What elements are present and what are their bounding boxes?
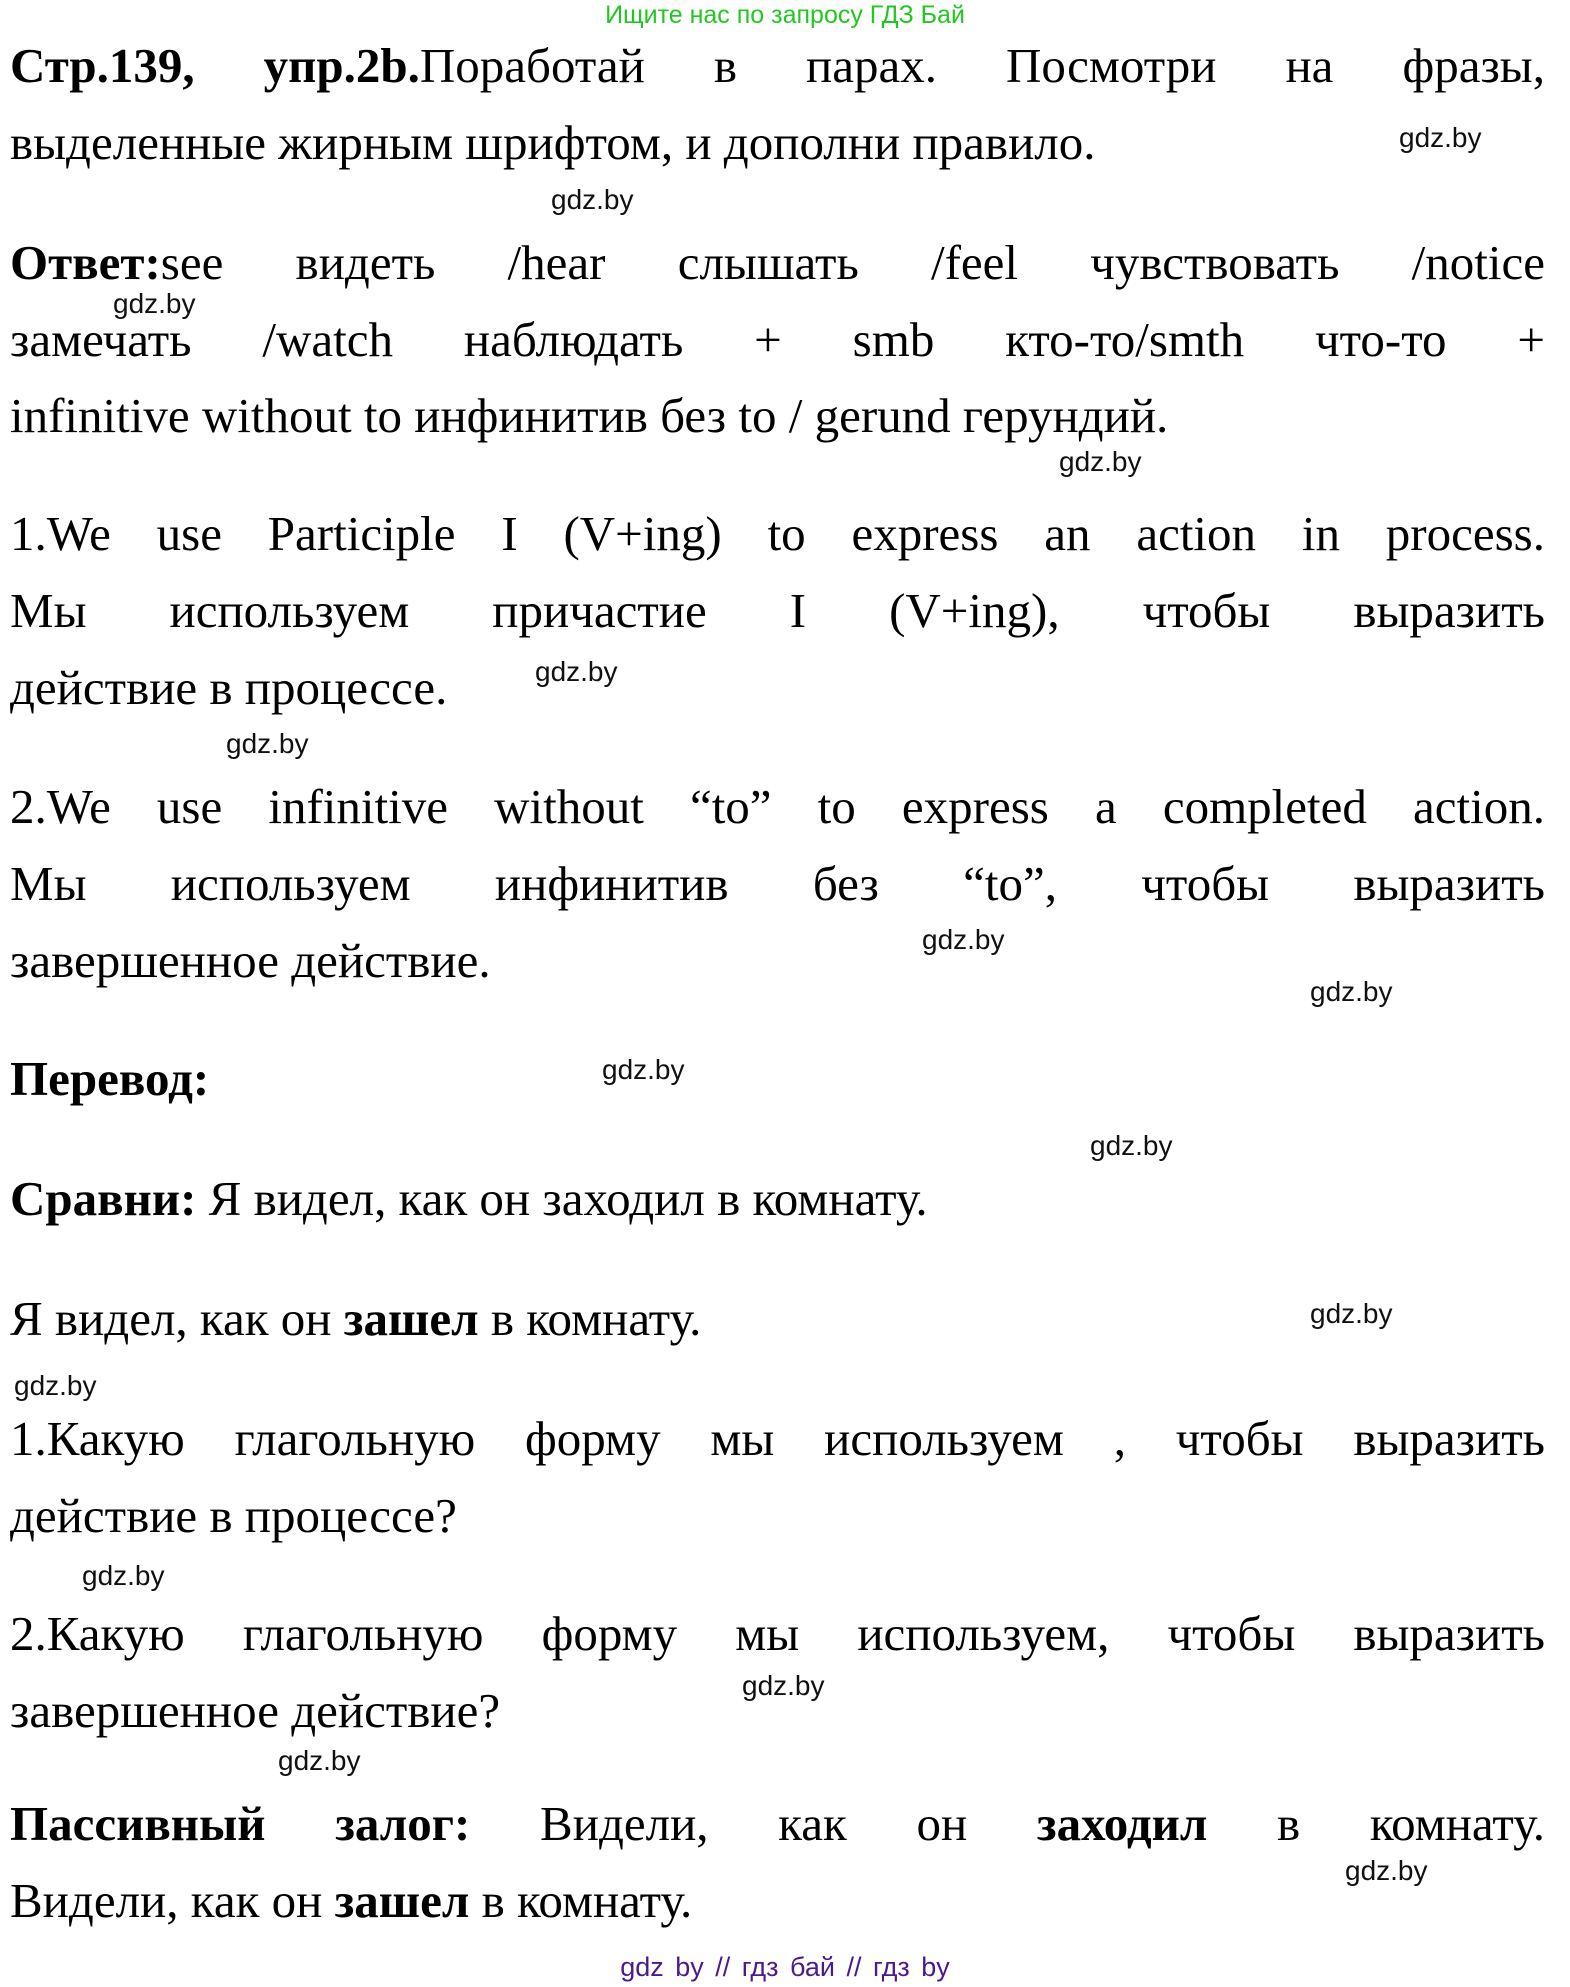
compare-second-bold: зашел bbox=[343, 1291, 479, 1346]
rule-2-line-1: 2.We use infinitive without “to” to express a completed action. bbox=[10, 779, 1545, 834]
watermark: gdz.by bbox=[226, 728, 309, 759]
passive2-pre: Видели, как он bbox=[10, 1873, 335, 1928]
answer-line-2: замечать /watch наблюдать + smb кто-то/smth что-то + bbox=[10, 312, 1545, 367]
passive-line-2 bbox=[10, 1870, 1545, 1932]
exercise-title-line-2: выделенные жирным шрифтом, и дополни правило. bbox=[10, 115, 1096, 170]
exercise-instruction: Поработай в парах. Посмотри на фразы, bbox=[419, 38, 1545, 93]
watermark: gdz.by bbox=[14, 1370, 97, 1401]
footer-links: gdz by // гдз бай // гдз by bbox=[620, 1952, 950, 1982]
search-banner: Ищите нас по запросу ГДЗ Бай bbox=[605, 1, 965, 29]
passive-post: в комнату. bbox=[1277, 1796, 1546, 1851]
compare-label: Сравни: bbox=[10, 1171, 197, 1226]
watermark: gdz.by bbox=[602, 1054, 685, 1085]
compare-second-post: в комнату. bbox=[478, 1291, 702, 1346]
question-1-line-1: 1.Какую глагольную форму мы используем , чтобы выразить bbox=[10, 1411, 1545, 1466]
rule-1-line-2: Мы используем причастие I (V+ing), чтобы выразить bbox=[10, 583, 1545, 638]
watermark: gdz.by bbox=[113, 288, 196, 319]
passive-label: Пассивный залог: bbox=[10, 1796, 471, 1851]
watermark: gdz.by bbox=[1310, 1298, 1393, 1329]
watermark: gdz.by bbox=[922, 924, 1005, 955]
watermark: gdz.by bbox=[1090, 1130, 1173, 1161]
answer-line-1 bbox=[10, 232, 1545, 294]
watermark: gdz.by bbox=[1399, 122, 1482, 153]
exercise-number: Стр.139, упр.2b. bbox=[10, 38, 420, 93]
question-2-line-1: 2.Какую глагольную форму мы используем, чтобы выразить bbox=[10, 1606, 1545, 1661]
compare-line bbox=[10, 1168, 1545, 1230]
watermark: gdz.by bbox=[551, 184, 634, 215]
passive2-bold: зашел bbox=[334, 1873, 470, 1928]
rule-2-line-3: завершенное действие. bbox=[10, 933, 491, 988]
passive2-post: в комнату. bbox=[469, 1873, 693, 1928]
rule-1-line-3: действие в процессе. bbox=[10, 660, 448, 715]
rule-1-line-1: 1.We use Participle I (V+ing) to express an action in process. bbox=[10, 506, 1545, 561]
translation-heading: Перевод: bbox=[10, 1051, 210, 1106]
question-1-line-2: действие в процессе? bbox=[10, 1488, 457, 1543]
answer-label: Ответ: bbox=[10, 235, 161, 290]
watermark: gdz.by bbox=[1310, 976, 1393, 1007]
exercise-title-line-1 bbox=[10, 35, 1545, 97]
watermark: gdz.by bbox=[742, 1670, 825, 1701]
answer-line-3: infinitive without to инфинитив без to / gerund герундий. bbox=[10, 388, 1169, 443]
rule-2-line-2: Мы используем инфинитив без “to”, чтобы выразить bbox=[10, 856, 1545, 911]
compare-text: Я видел, как он заходил в комнату. bbox=[196, 1171, 928, 1226]
watermark: gdz.by bbox=[535, 656, 618, 687]
question-2-line-2: завершенное действие? bbox=[10, 1683, 501, 1738]
watermark: gdz.by bbox=[82, 1560, 165, 1591]
passive-line-1 bbox=[10, 1793, 1545, 1855]
passive-bold: заходил bbox=[1036, 1796, 1208, 1851]
watermark: gdz.by bbox=[1345, 1855, 1428, 1886]
answer-text: see видеть /hear слышать /feel чувствовать /notice bbox=[160, 235, 1545, 290]
watermark: gdz.by bbox=[1059, 446, 1142, 477]
compare-second-pre: Я видел, как он bbox=[10, 1291, 344, 1346]
watermark: gdz.by bbox=[278, 1745, 361, 1776]
passive-pre: Видели, как он bbox=[540, 1796, 968, 1851]
